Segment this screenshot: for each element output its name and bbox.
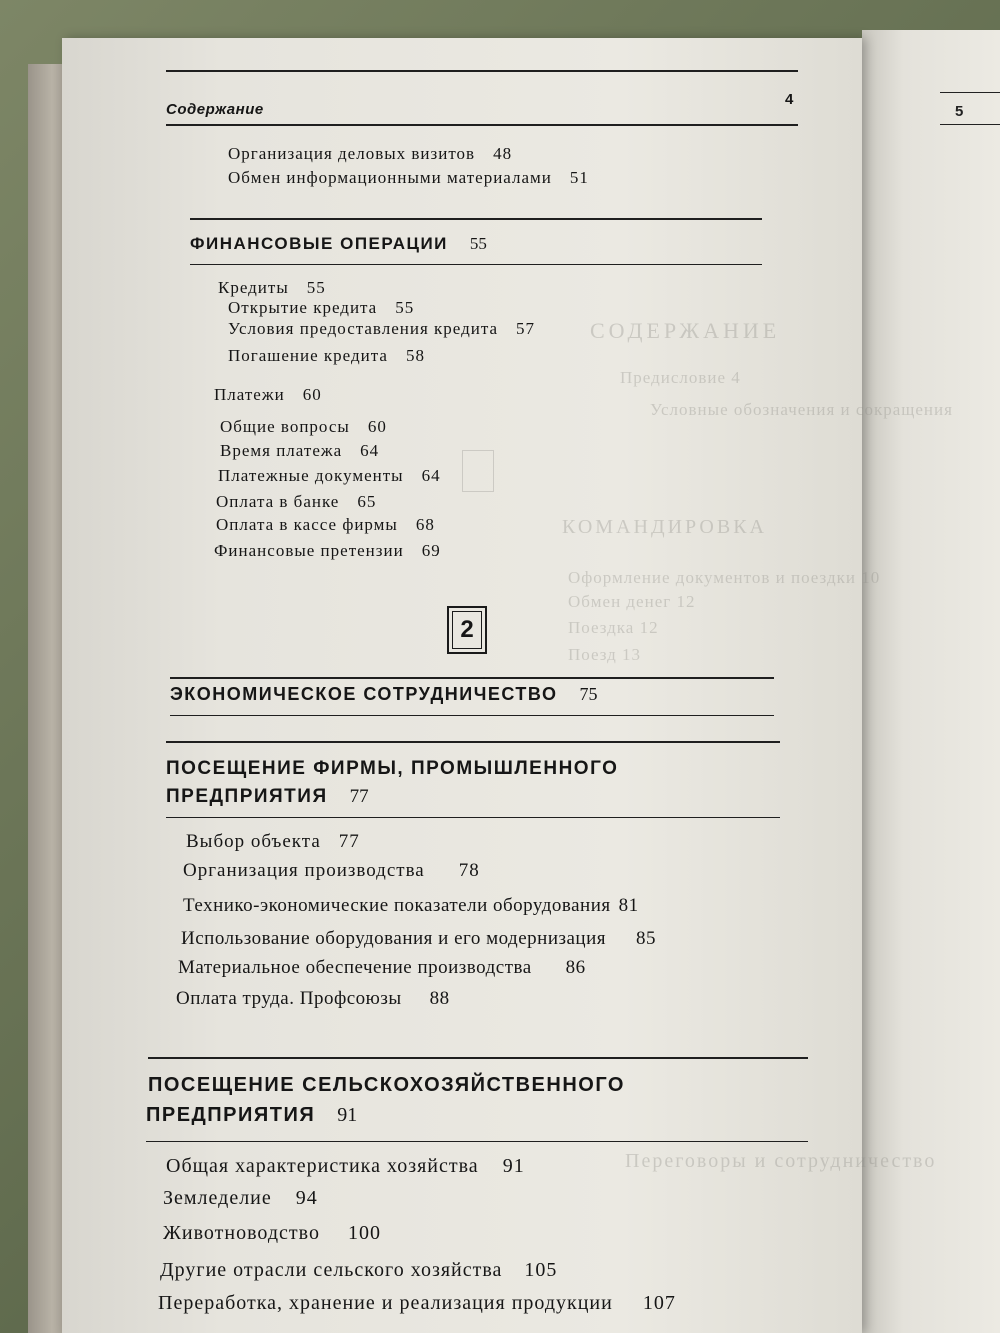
toc-entry: Время платежа 64 [220, 441, 380, 460]
toc-entry: Материальное обеспечение производства 86 [178, 957, 586, 978]
toc-entry: Организация деловых визитов 48 [228, 144, 513, 163]
show-through-line: Обмен денег 12 [568, 592, 696, 611]
section-heading-firm-visit-line1: ПОСЕЩЕНИЕ ФИРМЫ, ПРОМЫШЛЕННОГО [166, 758, 619, 779]
section-top-rule [166, 741, 780, 743]
toc-entry: Переработка, хранение и реализация продукции 107 [158, 1292, 676, 1314]
toc-entry: Земледелие 94 [163, 1187, 318, 1209]
toc-entry: Другие отрасли сельского хозяйства 105 [160, 1259, 558, 1281]
toc-entry: Оплата труда. Профсоюзы 88 [176, 988, 450, 1009]
toc-entry: Платежные документы 64 [218, 466, 441, 485]
section-bottom-rule [166, 817, 780, 818]
toc-entry: Открытие кредита 55 [228, 298, 415, 317]
toc-entry: Общие вопросы 60 [220, 417, 387, 436]
toc-entry: Финансовые претензии 69 [214, 541, 441, 560]
toc-entry: Оплата в кассе фирмы 68 [216, 515, 435, 534]
toc-entry: Платежи 60 [214, 385, 322, 404]
toc-entry: Условия предоставления кредита 57 [228, 319, 536, 338]
section-top-rule [148, 1057, 808, 1059]
show-through-line: Оформление документов и поездки 10 [568, 568, 881, 587]
toc-entry: Использование оборудования и его модернизация 85 [181, 928, 656, 949]
toc-entry: Кредиты 55 [218, 278, 326, 297]
chapter-number: 2 [452, 611, 482, 649]
show-through-line: КОМАНДИРОВКА [562, 516, 767, 538]
section-bottom-rule [170, 715, 774, 716]
toc-entry: Организация производства 78 [183, 860, 480, 881]
toc-entry: Обмен информационными материалами 51 [228, 168, 589, 187]
running-header-title: Содержание [166, 101, 264, 118]
header-bottom-rule [166, 124, 798, 126]
section-top-rule [190, 218, 762, 220]
toc-entry: Оплата в банке 65 [216, 492, 377, 511]
show-through-line: Условные обозначения и сокращения [650, 400, 953, 419]
show-through-line: Поездка 12 [568, 618, 659, 637]
show-through-box [462, 450, 494, 492]
show-through-line: Предисловие 4 [620, 368, 741, 387]
chapter-number-box [447, 606, 487, 654]
section-heading-economic: ЭКОНОМИЧЕСКОЕ СОТРУДНИЧЕСТВО 75 [170, 684, 598, 704]
toc-entry: Погашение кредита 58 [228, 346, 425, 365]
toc-entry: Общая характеристика хозяйства 91 [166, 1155, 525, 1177]
section-heading-agri-visit-line2: ПРЕДПРИЯТИЯ 91 [146, 1104, 358, 1126]
section-heading-finance: ФИНАНСОВЫЕ ОПЕРАЦИИ 55 [190, 234, 487, 253]
show-through-line: Переговоры и сотрудничество [625, 1150, 937, 1172]
section-bottom-rule [146, 1141, 808, 1142]
show-through-heading: СОДЕРЖАНИЕ [590, 318, 781, 343]
right-page-number: 5 [955, 103, 964, 120]
header-top-rule [166, 70, 798, 72]
section-top-rule [170, 677, 774, 679]
right-page-bottom-rule [940, 124, 1000, 125]
section-heading-agri-visit-line1: ПОСЕЩЕНИЕ СЕЛЬСКОХОЗЯЙСТВЕННОГО [148, 1074, 625, 1096]
running-header-page-number: 4 [785, 91, 794, 108]
toc-entry: Выбор объекта 77 [186, 831, 360, 852]
right-page [862, 30, 1000, 1333]
right-page-top-rule [940, 92, 1000, 93]
show-through-line: Поезд 13 [568, 645, 642, 664]
section-bottom-rule [190, 264, 762, 265]
toc-entry: Технико-экономические показатели оборудования 81 [183, 895, 639, 916]
toc-entry: Животноводство 100 [163, 1222, 381, 1244]
section-heading-firm-visit-line2: ПРЕДПРИЯТИЯ 77 [166, 786, 369, 807]
